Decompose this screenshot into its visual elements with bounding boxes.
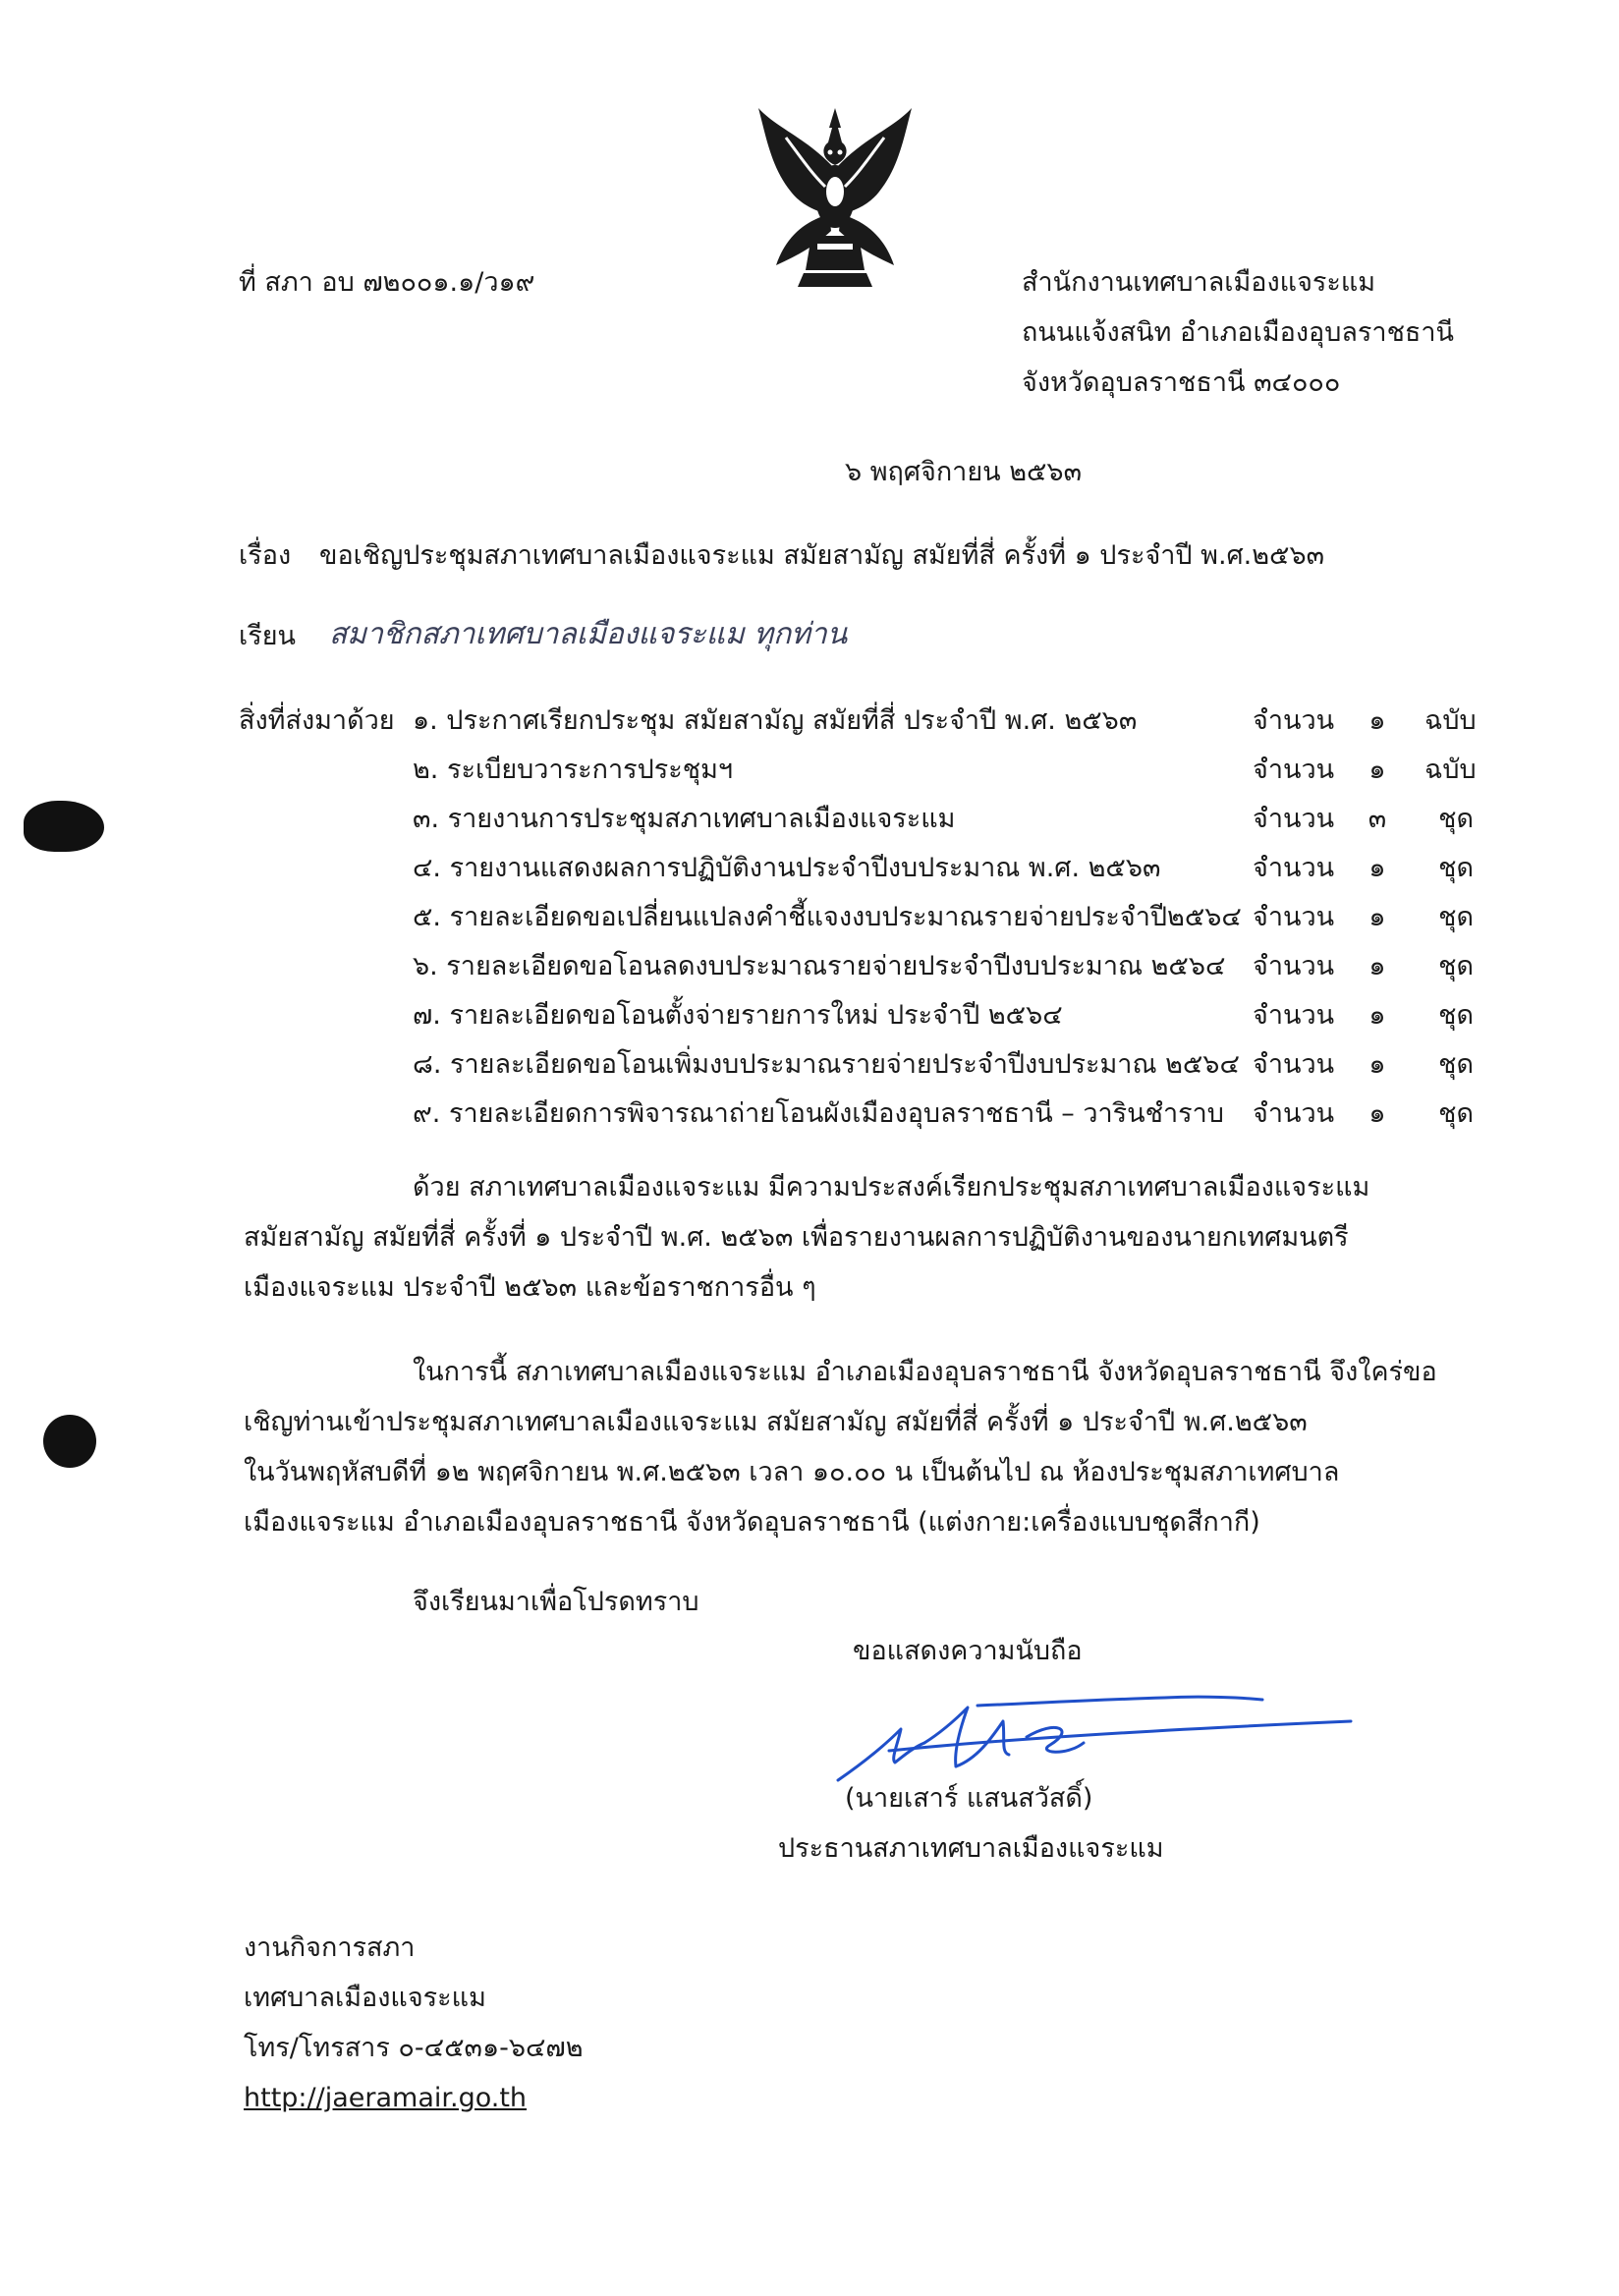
attachment-qty-label: จำนวน (1253, 804, 1335, 834)
para2-line: เมืองแจระแม อำเภอเมืองอุบลราชธานี จังหวัดอุบลราชธานี (แต่งกาย:เครื่องแบบชุดสีกากี) (244, 1507, 1260, 1538)
para1-line: เมืองแจระแม ประจำปี ๒๕๖๓ และข้อราชการอื่น ๆ (244, 1272, 816, 1303)
attachment-unit: ชุด (1438, 951, 1474, 981)
para1-line: สมัยสามัญ สมัยที่สี่ ครั้งที่ ๑ ประจำปี พ.ศ. ๒๕๖๓ เพื่อรายงานผลการปฏิบัติงานของนายกเทศมนตรี (244, 1222, 1349, 1253)
attachment-count: ๑ (1368, 705, 1386, 736)
footer-website-link[interactable]: http://jaeramair.go.th (244, 2083, 528, 2113)
attachment-count: ๑ (1368, 1000, 1386, 1031)
attachment-text: ๔. รายงานแสดงผลการปฏิบัติงานประจำปีงบประมาณ พ.ศ. ๒๕๖๓ (413, 853, 1161, 883)
attachment-unit: ชุด (1438, 804, 1474, 834)
para2-line: ในการนี้ สภาเทศบาลเมืองแจระแม อำเภอเมืองอุบลราชธานี จังหวัดอุบลราชธานี จึงใคร่ขอ (413, 1357, 1437, 1387)
sender-line-2: ถนนแจ้งสนิท อำเภอเมืองอุบลราชธานี (1022, 317, 1455, 348)
garuda-emblem (747, 98, 923, 295)
addressee-label: เรียน (239, 621, 297, 651)
ink-blot (24, 801, 104, 852)
footer-organization: เทศบาลเมืองแจระแม (244, 1983, 486, 2013)
attachment-count: ๑ (1368, 1049, 1386, 1080)
attachment-count: ๑ (1368, 951, 1386, 981)
reference-number: ที่ สภา อบ ๗๒๐๐๑.๑/ว๑๙ (239, 267, 535, 298)
attachment-qty-label: จำนวน (1253, 951, 1335, 981)
subject-text: ขอเชิญประชุมสภาเทศบาลเมืองแจระแม สมัยสามัญ สมัยที่สี่ ครั้งที่ ๑ ประจำปี พ.ศ.๒๕๖๓ (319, 540, 1325, 571)
attachment-qty-label: จำนวน (1253, 705, 1335, 736)
attachment-text: ๗. รายละเอียดขอโอนตั้งจ่ายรายการใหม่ ประจำปี ๒๕๖๔ (413, 1000, 1063, 1031)
signer-position: ประธานสภาเทศบาลเมืองแจระแม (778, 1833, 1164, 1864)
attachment-qty-label: จำนวน (1253, 853, 1335, 883)
attachment-text: ๖. รายละเอียดขอโอนลดงบประมาณรายจ่ายประจำปีงบประมาณ ๒๕๖๔ (413, 951, 1226, 981)
attachment-text: ๓. รายงานการประชุมสภาเทศบาลเมืองแจระแม (413, 804, 956, 834)
footer-department: งานกิจการสภา (244, 1932, 416, 1963)
footer-phone: โทร/โทรสาร ๐-๔๕๓๑-๖๔๗๒ (244, 2033, 584, 2063)
para2-line: ในวันพฤหัสบดีที่ ๑๒ พฤศจิกายน พ.ศ.๒๕๖๓ เวลา ๑๐.๐๐ น เป็นต้นไป ณ ห้องประชุมสภาเทศบาล (244, 1457, 1340, 1487)
para2-line: เชิญท่านเข้าประชุมสภาเทศบาลเมืองแจระแม สมัยสามัญ สมัยที่สี่ ครั้งที่ ๑ ประจำปี พ.ศ.๒๕๖๓ (244, 1407, 1308, 1437)
signer-name: (นายเสาร์ แสนสวัสดิ์) (845, 1783, 1093, 1814)
closing-text: จึงเรียนมาเพื่อโปรดทราบ (413, 1587, 699, 1617)
attachment-qty-label: จำนวน (1253, 1000, 1335, 1031)
signature (830, 1690, 1361, 1798)
letter-date: ๖ พฤศจิกายน ๒๕๖๓ (845, 457, 1083, 487)
attachment-count: ๑ (1368, 853, 1386, 883)
attachment-count: ๓ (1368, 804, 1387, 834)
attachment-count: ๑ (1368, 1098, 1386, 1129)
attachment-qty-label: จำนวน (1253, 755, 1335, 785)
attachment-qty-label: จำนวน (1253, 1049, 1335, 1080)
attachment-unit: ชุด (1438, 902, 1474, 932)
addressee-handwritten: สมาชิกสภาเทศบาลเมืองแจระแม ทุกท่าน (329, 617, 848, 651)
attachment-qty-label: จำนวน (1253, 1098, 1335, 1129)
attachment-text: ๘. รายละเอียดขอโอนเพิ่มงบประมาณรายจ่ายประจำปีงบประมาณ ๒๕๖๔ (413, 1049, 1240, 1080)
para1-line: ด้วย สภาเทศบาลเมืองแจระแม มีความประสงค์เรียกประชุมสภาเทศบาลเมืองแจระแม (413, 1172, 1370, 1203)
attachment-unit: ฉบับ (1424, 755, 1477, 785)
attachment-unit: ฉบับ (1424, 705, 1477, 736)
subject-label: เรื่อง (239, 540, 292, 571)
attachment-unit: ชุด (1438, 1000, 1474, 1031)
sender-line-3: จังหวัดอุบลราชธานี ๓๔๐๐๐ (1022, 367, 1341, 398)
attachment-text: ๙. รายละเอียดการพิจารณาถ่ายโอนผังเมืองอุบลราชธานี – วารินชำราบ (413, 1098, 1224, 1129)
attachment-text: ๕. รายละเอียดขอเปลี่ยนแปลงคำชี้แจงงบประมาณรายจ่ายประจำปี๒๕๖๔ (413, 902, 1242, 932)
attachment-unit: ชุด (1438, 1049, 1474, 1080)
attachments-label: สิ่งที่ส่งมาด้วย (239, 705, 395, 736)
attachment-unit: ชุด (1438, 853, 1474, 883)
sender-line-1: สำนักงานเทศบาลเมืองแจระแม (1022, 267, 1376, 298)
regards-text: ขอแสดงความนับถือ (853, 1636, 1083, 1666)
attachment-unit: ชุด (1438, 1098, 1474, 1129)
attachment-count: ๑ (1368, 755, 1386, 785)
attachment-qty-label: จำนวน (1253, 902, 1335, 932)
ink-blot (43, 1415, 96, 1468)
attachment-count: ๑ (1368, 902, 1386, 932)
attachment-text: ๑. ประกาศเรียกประชุม สมัยสามัญ สมัยที่สี่ ประจำปี พ.ศ. ๒๕๖๓ (413, 705, 1138, 736)
attachment-text: ๒. ระเบียบวาระการประชุมฯ (413, 755, 734, 785)
